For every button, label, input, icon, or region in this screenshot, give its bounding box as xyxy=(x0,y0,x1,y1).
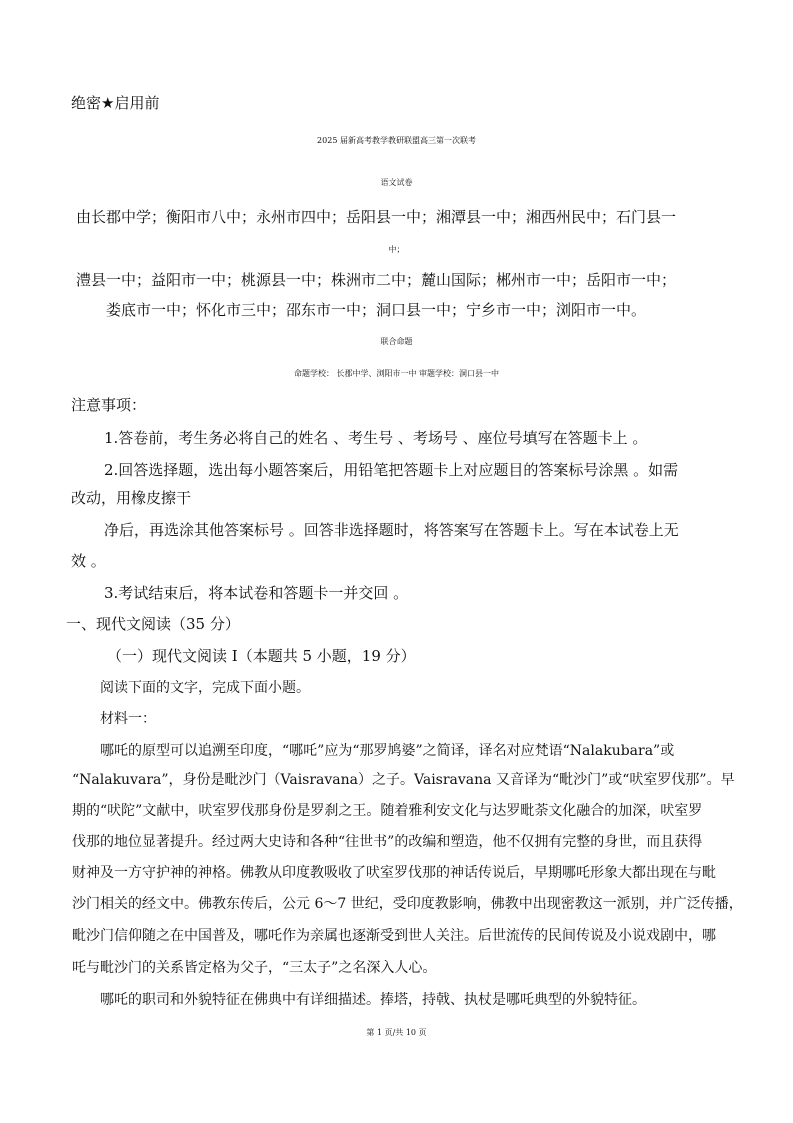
passage-line-6: 沙门相关的经文中。佛教东传后，公元 6～7 世纪，受印度教影响，佛教中出现密教这一派别，并广泛传播， xyxy=(72,896,743,912)
exam-title: 2025 届新高考教学教研联盟高三第一次联考 xyxy=(317,136,476,145)
passage-line-1: 哪吒的原型可以追溯至印度，“哪吒”应为“那罗鸠婆”之简译，译名对应梵语“Nalakubara”或 xyxy=(100,743,675,759)
schools-line-1: 由长郡中学；衡阳市八中；永州市四中；岳阳县一中；湘潭县一中；湘西州民中；石门县一 xyxy=(76,208,677,226)
schools-line-3: 澧县一中；益阳市一中；桃源县一中；株洲市二中；麓山国际；郴州市一中；岳阳市一中； xyxy=(76,271,677,289)
passage-line-4: 伐那的地位显著提升。经过两大史诗和各种“往世书”的改编和塑造，他不仅拥有完整的身世，而且获得 xyxy=(72,834,703,850)
passage-line-9: 哪吒的职司和外貌特征在佛典中有详细描述。捧塔，持戟、执杖是哪吒典型的外貌特征。 xyxy=(100,992,646,1008)
notes-item-3: 3.考试结束后，将本试卷和答题卡一并交回 。 xyxy=(104,584,409,602)
notes-item-2-line-3: 净后，再选涂其他答案标号 。回答非选择题时，将答案写在答题卡上。写在本试卷上无 xyxy=(104,521,679,539)
material-label: 材料一： xyxy=(100,711,156,727)
school-credits: 命题学校： 长郡中学、浏阳市一中 审题学校：洞口县一中 xyxy=(293,369,500,378)
subject-title: 语文试卷 xyxy=(380,178,413,187)
joint-proposition-label: 联合命题 xyxy=(380,337,413,346)
section-heading: 一、现代文阅读（35 分） xyxy=(66,615,240,633)
notes-item-2-line-1: 2.回答选择题，选出每小题答案后，用铅笔把答题卡上对应题目的答案标号涂黑 。如需 xyxy=(104,461,679,479)
notes-item-2-line-4: 效 。 xyxy=(71,552,106,570)
notes-item-1: 1.答卷前，考生务必将自己的姓名 、考生号 、考场号 、座位号填写在答题卡上 。 xyxy=(104,429,648,447)
passage-line-2: “Nalakuvara”，身份是毗沙门（Vaisravana）之子。Vaisravana 又音译为“毗沙门”或“吠室罗伐那”。早 xyxy=(72,772,735,788)
notes-heading: 注意事项： xyxy=(71,396,147,414)
passage-line-5: 财神及一方守护神的神格。佛教从印度教吸收了吠室罗伐那的神话传说后，早期哪吒形象大都出现在与毗 xyxy=(72,865,716,881)
reading-instruction: 阅读下面的文字，完成下面小题。 xyxy=(100,680,310,696)
schools-line-2: 中； xyxy=(388,245,405,254)
notes-item-2-line-2: 改动，用橡皮擦干 xyxy=(71,489,192,507)
subsection-heading: （一）现代文阅读 I（本题共 5 小题，19 分） xyxy=(107,647,416,665)
schools-line-4: 娄底市一中；怀化市三中；邵东市一中；洞口县一中；宁乡市一中；浏阳市一中。 xyxy=(106,301,647,319)
passage-line-3: 期的“吠陀”文献中，吠室罗伐那身份是罗刹之王。随着雅利安文化与达罗毗荼文化融合的加深，吠室罗 xyxy=(72,803,703,819)
page-number: 第 1 页/共 10 页 xyxy=(366,1028,427,1037)
confidential-label: 绝密★启用前 xyxy=(71,94,160,112)
passage-line-8: 吒与毗沙门的关系皆定格为父子，“三太子”之名深入人心。 xyxy=(72,960,437,976)
passage-line-7: 毗沙门信仰随之在中国普及，哪吒作为亲属也逐渐受到世人关注。后世流传的民间传说及小说戏剧中，哪 xyxy=(72,928,716,944)
